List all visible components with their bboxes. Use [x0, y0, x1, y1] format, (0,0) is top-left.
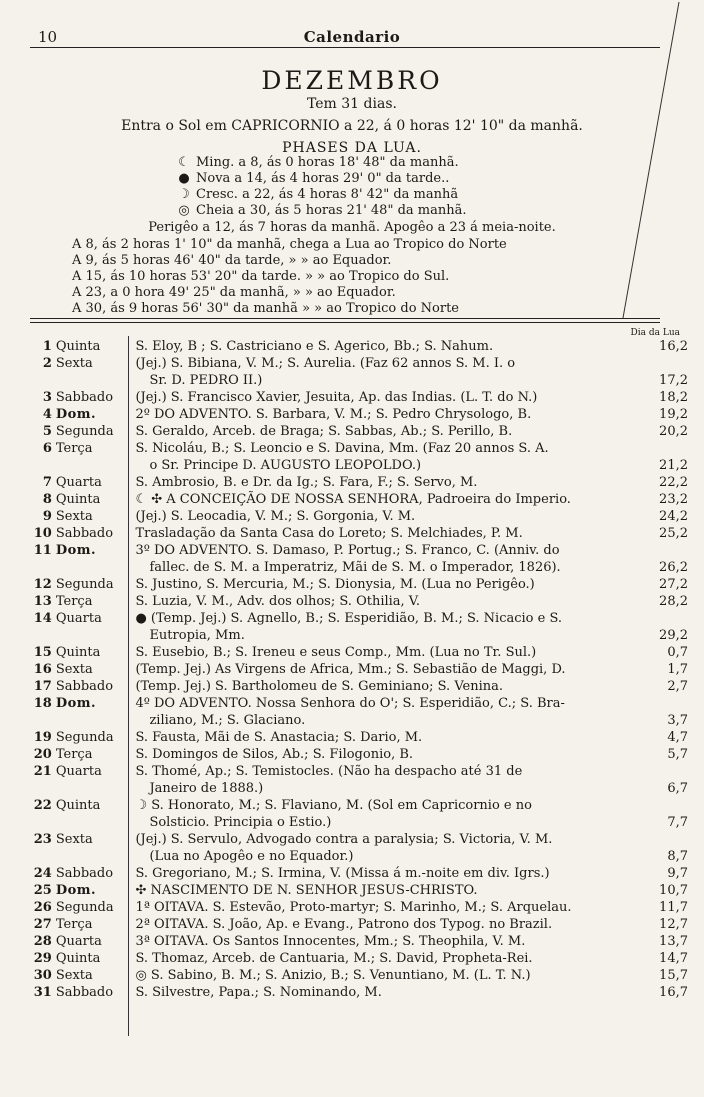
day-number: 29 [33, 951, 52, 966]
moon-age: 28,2 [659, 594, 688, 609]
description-line: 3ª OITAVA. Os Santos Innocentes, Mm.; S. Theophila, V. M. [135, 934, 526, 949]
day-number: 1 [42, 339, 52, 354]
day-row [30, 576, 690, 593]
moon-phase-row [176, 187, 536, 203]
weekday-name: Segunda [55, 900, 114, 915]
moon-age: 16,2 [659, 339, 688, 354]
day-description [123, 338, 622, 355]
day-number: 16 [33, 662, 52, 677]
moon-age: 20,2 [659, 424, 688, 439]
tropic-line: A 8, ás 2 horas 1' 10" da manhã, chega a Lua ao Tropico do Norte [72, 237, 507, 252]
day-row [30, 593, 690, 610]
moon-age: 27,2 [659, 577, 688, 592]
description-line: 2ª OITAVA. S. João, Ap. e Evang., Patrono dos Typog. no Brazil. [135, 917, 553, 932]
day-row [30, 474, 690, 491]
weekday-name: Dom. [55, 696, 97, 711]
day-number: 10 [33, 526, 52, 541]
description-line: S. Domingos de Silos, Ab.; S. Filogonio, B. [135, 747, 414, 762]
tropic-line: A 9, ás 5 horas 46' 40" da tarde, » » ao Equador. [72, 253, 392, 268]
moon-age: 14,7 [659, 951, 688, 966]
moon-age: 24,2 [659, 509, 688, 524]
weekday-name: Sabbado [55, 985, 114, 1000]
weekday-name: Quinta [55, 798, 101, 813]
day-number: 25 [33, 883, 52, 898]
description-line: fallec. de S. M. a Imperatriz, Mãi de S. M. o Imperador, 1826). [149, 560, 561, 575]
weekday-name: Sabbado [55, 526, 114, 541]
day-row [30, 933, 690, 950]
day-description [123, 661, 622, 678]
day-row [30, 882, 690, 899]
moon-phase-row [176, 171, 536, 187]
day-description [123, 644, 622, 661]
calendar-top-rule-thin [30, 322, 660, 323]
day-description [123, 933, 622, 950]
day-number: 14 [33, 611, 52, 626]
day-number: 5 [42, 424, 52, 439]
moon-age: 12,7 [659, 917, 688, 932]
day-row [30, 406, 690, 423]
waning-moon-icon: ☾ [178, 155, 190, 170]
running-title: Calendario [303, 28, 401, 46]
day-row [30, 729, 690, 746]
moon-age: 21,2 [659, 458, 688, 473]
day-description [123, 406, 622, 423]
day-number: 31 [33, 985, 52, 1000]
day-number: 11 [33, 543, 52, 558]
description-line: (Jej.) S. Bibiana, V. M.; S. Aurelia. (Faz 62 annos S. M. I. o [135, 356, 516, 371]
description-line: (Temp. Jej.) S. Bartholomeu de S. Geminiano; S. Venina. [135, 679, 503, 694]
calendar-top-rule [30, 318, 660, 319]
moon-age: 19,2 [659, 407, 688, 422]
day-description [123, 882, 622, 899]
description-line: S. Geraldo, Arceb. de Braga; S. Sabbas, Ab.; S. Perillo, B. [135, 424, 513, 439]
day-row [30, 831, 690, 865]
day-description [123, 576, 622, 593]
day-number: 24 [33, 866, 52, 881]
day-description [123, 865, 622, 882]
weekday-name: Segunda [55, 577, 114, 592]
day-number: 17 [33, 679, 52, 694]
moon-day-column-header: Dia da Lua [630, 328, 680, 338]
description-line: ziliano, M.; S. Glaciano. [149, 713, 306, 728]
moon-age: 16,7 [659, 985, 688, 1000]
moon-age: 17,2 [659, 373, 688, 388]
weekday-name: Terça [55, 441, 93, 456]
day-number: 22 [33, 798, 52, 813]
moon-age: 7,7 [667, 815, 688, 830]
description-line: S. Thomaz, Arceb. de Cantuaria, M.; S. David, Propheta-Rei. [135, 951, 533, 966]
weekday-name: Quarta [55, 475, 102, 490]
day-row [30, 746, 690, 763]
weekday-name: Sabbado [55, 866, 114, 881]
day-description [123, 763, 622, 797]
day-row [30, 610, 690, 644]
weekday-name: Quarta [55, 764, 102, 779]
description-line: 4º DO ADVENTO. Nossa Senhora do O'; S. Esperidião, C.; S. Bra- [135, 696, 565, 711]
day-description [123, 916, 622, 933]
day-row [30, 916, 690, 933]
day-description [123, 695, 622, 729]
weekday-name: Sexta [55, 832, 93, 847]
header-rule [30, 47, 660, 48]
day-row [30, 695, 690, 729]
weekday-name: Dom. [55, 407, 97, 422]
weekday-name: Sexta [55, 509, 93, 524]
description-line: ☽ S. Honorato, M.; S. Flaviano, M. (Sol em Capricornio e no [135, 798, 532, 813]
description-line: S. Nicoláu, B.; S. Leoncio e S. Davina, Mm. (Faz 20 annos S. A. [135, 441, 549, 456]
weekday-name: Quinta [55, 492, 101, 507]
weekday-name: Dom. [55, 883, 97, 898]
calendar-table [30, 338, 690, 1001]
weekday-name: Terça [55, 594, 93, 609]
day-number: 9 [42, 509, 52, 524]
day-row [30, 678, 690, 695]
moon-phase-row [176, 203, 536, 219]
day-number: 18 [33, 696, 52, 711]
day-row [30, 355, 690, 389]
day-row [30, 797, 690, 831]
day-description [123, 542, 622, 576]
description-line: ● (Temp. Jej.) S. Agnello, B.; S. Esperidião, B. M.; S. Nicacio e S. [135, 611, 563, 626]
weekday-name: Quinta [55, 339, 101, 354]
weekday-name: Terça [55, 917, 93, 932]
moon-age: 5,7 [667, 747, 688, 762]
day-row [30, 984, 690, 1001]
description-line: S. Luzia, V. M., Adv. dos olhos; S. Othilia, V. [135, 594, 421, 609]
day-number: 28 [33, 934, 52, 949]
moon-phase-row [176, 155, 536, 171]
moon-age: 26,2 [659, 560, 688, 575]
day-description [123, 491, 622, 508]
day-row [30, 508, 690, 525]
moon-age: 3,7 [667, 713, 688, 728]
day-row [30, 338, 690, 355]
day-row [30, 491, 690, 508]
description-line: S. Justino, S. Mercuria, M.; S. Dionysia, M. (Lua no Perigêo.) [135, 577, 535, 592]
day-description [123, 355, 622, 389]
description-line: Sr. D. PEDRO II.) [149, 373, 263, 388]
description-line: S. Gregoriano, M.; S. Irmina, V. (Missa á m.-noite em div. Igrs.) [135, 866, 550, 881]
moon-age: 2,7 [667, 679, 688, 694]
day-number: 23 [33, 832, 52, 847]
day-description [123, 899, 622, 916]
sun-entry: Entra o Sol em CAPRICORNIO a 22, á 0 horas 12' 10" da manhã. [121, 118, 583, 134]
tropic-line: A 23, a 0 hora 49' 25" da manhã, » » ao Equador. [72, 285, 396, 300]
weekday-name: Sabbado [55, 390, 114, 405]
moon-age: 18,2 [659, 390, 688, 405]
moon-phase-text: Cresc. a 22, ás 4 horas 8' 42" da manhã [196, 187, 459, 202]
full-moon-icon: ◎ [178, 203, 190, 218]
description-line: S. Ambrosio, B. e Dr. da Ig.; S. Fara, F.; S. Servo, M. [135, 475, 478, 490]
day-number: 3 [42, 390, 52, 405]
weekday-name: Quarta [55, 934, 102, 949]
moon-age: 11,7 [659, 900, 688, 915]
moon-age: 4,7 [667, 730, 688, 745]
day-row [30, 763, 690, 797]
day-number: 4 [42, 407, 52, 422]
description-line: (Jej.) S. Leocadia, V. M.; S. Gorgonia, V. M. [135, 509, 416, 524]
weekday-name: Segunda [55, 730, 114, 745]
description-line: 1ª OITAVA. S. Estevão, Proto-martyr; S. Marinho, M.; S. Arquelau. [135, 900, 572, 915]
day-number: 19 [33, 730, 52, 745]
description-line: (Jej.) S. Francisco Xavier, Jesuita, Ap. das Indias. (L. T. do N.) [135, 390, 538, 405]
moon-age: 13,7 [659, 934, 688, 949]
day-number: 7 [42, 475, 52, 490]
new-moon-icon: ● [178, 171, 190, 186]
day-description [123, 746, 622, 763]
day-row [30, 525, 690, 542]
description-line: 2º DO ADVENTO. S. Barbara, V. M.; S. Pedro Chrysologo, B. [135, 407, 532, 422]
day-row [30, 440, 690, 474]
day-row [30, 423, 690, 440]
day-row [30, 661, 690, 678]
day-description [123, 389, 622, 406]
day-row [30, 865, 690, 882]
month-title: DEZEMBRO [261, 66, 443, 95]
day-row [30, 967, 690, 984]
moon-age: 9,7 [667, 866, 688, 881]
day-number: 13 [33, 594, 52, 609]
day-description [123, 729, 622, 746]
moon-age: 6,7 [667, 781, 688, 796]
moon-phase-text: Cheia a 30, ás 5 horas 21' 48" da manhã. [196, 203, 467, 218]
phases-title: PHASES DA LUA. [282, 140, 422, 156]
weekday-name: Sexta [55, 662, 93, 677]
weekday-name: Segunda [55, 424, 114, 439]
weekday-name: Sabbado [55, 679, 114, 694]
weekday-name: Quarta [55, 611, 102, 626]
weekday-name: Terça [55, 747, 93, 762]
description-line: (Temp. Jej.) As Virgens de Africa, Mm.; S. Sebastião de Maggi, D. [135, 662, 566, 677]
day-number: 27 [33, 917, 52, 932]
day-description [123, 967, 622, 984]
weekday-name: Quinta [55, 645, 101, 660]
day-description [123, 797, 622, 831]
description-line: (Lua no Apogêo e no Equador.) [149, 849, 354, 864]
description-line: 3º DO ADVENTO. S. Damaso, P. Portug.; S. Franco, C. (Anniv. do [135, 543, 560, 558]
moon-age: 25,2 [659, 526, 688, 541]
moon-age: 15,7 [659, 968, 688, 983]
day-row [30, 950, 690, 967]
day-number: 26 [33, 900, 52, 915]
description-line: ✣ NASCIMENTO DE N. SENHOR JESUS-CHRISTO. [135, 883, 478, 898]
day-description [123, 440, 622, 474]
day-row [30, 542, 690, 576]
moon-phase-text: Ming. a 8, ás 0 horas 18' 48" da manhã. [196, 155, 459, 170]
description-line: ◎ S. Sabino, B. M.; S. Anizio, B.; S. Venuntiano, M. (L. T. N.) [135, 968, 531, 983]
tropic-crossings [72, 237, 632, 317]
description-line: S. Eusebio, B.; S. Ireneu e seus Comp., Mm. (Lua no Tr. Sul.) [135, 645, 537, 660]
day-number: 20 [33, 747, 52, 762]
description-line: (Jej.) S. Servulo, Advogado contra a paralysia; S. Victoria, V. M. [135, 832, 553, 847]
day-number: 8 [42, 492, 52, 507]
tropic-line: A 30, ás 9 horas 56' 30" da manhã » » ao Tropico do Norte [72, 301, 459, 316]
day-description [123, 474, 622, 491]
margin-slash-line [621, 0, 681, 320]
day-description [123, 950, 622, 967]
description-line: S. Eloy, B ; S. Castriciano e S. Agerico, Bb.; S. Nahum. [135, 339, 494, 354]
moon-age: 1,7 [667, 662, 688, 677]
weekday-name: Dom. [55, 543, 97, 558]
description-line: ☾ ✣ A CONCEIÇÃO DE NOSSA SENHORA, Padroeira do Imperio. [135, 492, 571, 507]
description-line: S. Thomé, Ap.; S. Temistocles. (Não ha despacho até 31 de [135, 764, 523, 779]
day-description [123, 831, 622, 865]
day-row [30, 644, 690, 661]
weekday-name: Sexta [55, 356, 93, 371]
page-number: 10 [38, 28, 58, 46]
description-line: S. Fausta, Mãi de S. Anastacia; S. Dario, M. [135, 730, 423, 745]
day-number: 21 [33, 764, 52, 779]
description-line: Janeiro de 1888.) [149, 781, 264, 796]
moon-age: 29,2 [659, 628, 688, 643]
description-line: o Sr. Principe D. AUGUSTO LEOPOLDO.) [149, 458, 422, 473]
day-description [123, 525, 622, 542]
day-number: 30 [33, 968, 52, 983]
moon-age: 0,7 [667, 645, 688, 660]
description-line: Solsticio. Principia o Estio.) [149, 815, 332, 830]
day-row [30, 899, 690, 916]
tropic-line: A 15, ás 10 horas 53' 20" da tarde. » » ao Tropico do Sul. [72, 269, 450, 284]
day-number: 12 [33, 577, 52, 592]
month-days: Tem 31 dias. [307, 96, 397, 112]
day-number: 6 [42, 441, 52, 456]
waxing-moon-icon: ☽ [178, 187, 190, 202]
weekday-name: Sexta [55, 968, 93, 983]
day-description [123, 610, 622, 644]
day-number: 15 [33, 645, 52, 660]
day-description [123, 423, 622, 440]
day-row [30, 389, 690, 406]
day-description [123, 508, 622, 525]
day-number: 2 [42, 356, 52, 371]
moon-age: 10,7 [659, 883, 688, 898]
description-line: Trasladação da Santa Casa do Loreto; S. Melchiades, P. M. [135, 526, 523, 541]
description-line: Eutropia, Mm. [149, 628, 245, 643]
description-line: S. Silvestre, Papa.; S. Nominando, M. [135, 985, 382, 1000]
moon-age: 8,7 [667, 849, 688, 864]
moon-age: 23,2 [659, 492, 688, 507]
moon-phases-list [176, 155, 536, 219]
day-description [123, 678, 622, 695]
day-description [123, 984, 622, 1001]
moon-phase-text: Nova a 14, ás 4 horas 29' 0" da tarde.. [196, 171, 450, 186]
day-description [123, 593, 622, 610]
moon-age: 22,2 [659, 475, 688, 490]
perigee-line: Perigêo a 12, ás 7 horas da manhã. Apogêo a 23 á meia-noite. [148, 220, 556, 235]
weekday-name: Quinta [55, 951, 101, 966]
page-header [0, 26, 704, 48]
